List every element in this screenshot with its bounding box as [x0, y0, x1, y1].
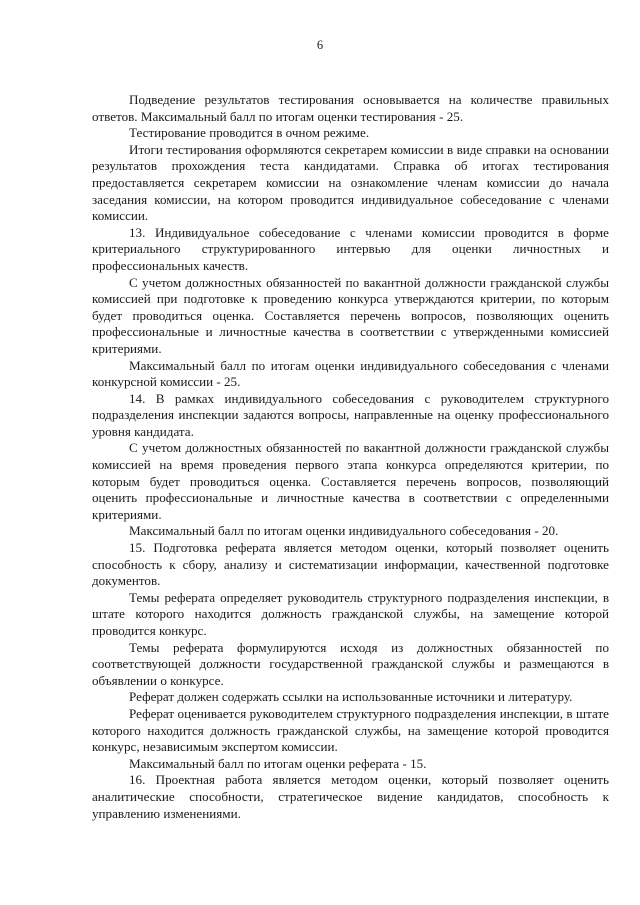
paragraph: 16. Проектная работа является методом оценки, который позволяет оценить аналитические способности, стратегическое видение кандидатов, способность к управлению изменениями. — [92, 772, 609, 821]
paragraph: Максимальный балл по итогам оценки индивидуального собеседования - 20. — [129, 523, 559, 539]
paragraph: Итоги тестирования оформляются секретарем комиссии в виде справки на основании результатов прохождения теста кандидатами. Справка об итогах тестирования предоставляется секретарем комиссии на ознакомление членам комиссии до начала заседания комиссии, на котором проводится индивидуальное собеседование с членами комиссии. — [92, 141, 609, 224]
document-body — [92, 92, 609, 822]
paragraph: С учетом должностных обязанностей по вакантной должности гражданской службы комиссией при подготовке к проведению конкурса утверждаются критерии, по которым будет проводиться оценка. Составляется перечень вопросов, позволяющих оценить профессиональные и личностные качества в соответствии с утвержденными комиссией критериями. — [92, 274, 609, 356]
paragraph: Темы реферата формулируются исходя из должностных обязанностей по соответствующей должности государственной гражданской службы и размещаются в объявлении о конкурсе. — [92, 639, 609, 688]
paragraph: 14. В рамках индивидуального собеседования с руководителем структурного подразделения инспекции задаются вопросы, направленные на оценку профессионального уровня кандидата. — [92, 390, 609, 439]
paragraph: Реферат оценивается руководителем структурного подразделения инспекции, в штате которого находится должность гражданской службы, на замещение которой проводится конкурс, независимым экспертом комиссии. — [92, 705, 609, 755]
paragraph: С учетом должностных обязанностей по вакантной должности гражданской службы комиссией на время проведения первого этапа конкурса определяются критерии, по которым будет проводиться оценка. Составляется перечень вопросов, позволяющий оценить профессиональные и личностные качества в соответствии с определенными критериями. — [92, 440, 609, 522]
paragraph: Подведение результатов тестирования основывается на количестве правильных ответов. Максимальный балл по итогам оценки тестирования - 25. — [92, 92, 609, 124]
paragraph: 15. Подготовка реферата является методом оценки, который позволяет оценить способность к сбору, анализу и систематизации информации, качественной подготовке документов. — [92, 540, 609, 589]
paragraph: Максимальный балл по итогам оценки реферата - 15. — [129, 755, 427, 771]
page-number: 6 — [316, 38, 324, 52]
paragraph: Тестирование проводится в очном режиме. — [129, 125, 370, 141]
paragraph: Реферат должен содержать ссылки на использованные источники и литературу. — [129, 689, 573, 705]
paragraph: Темы реферата определяет руководитель структурного подразделения инспекции, в штате которого находится должность гражданской службы, на замещение которой проводится конкурс. — [92, 589, 609, 638]
paragraph: 13. Индивидуальное собеседование с членами комиссии проводится в форме критериального структурированного интервью для оценки личностных и профессиональных качеств. — [92, 224, 609, 273]
paragraph: Максимальный балл по итогам оценки индивидуального собеседования с членами конкурсной комиссии - 25. — [92, 357, 609, 390]
